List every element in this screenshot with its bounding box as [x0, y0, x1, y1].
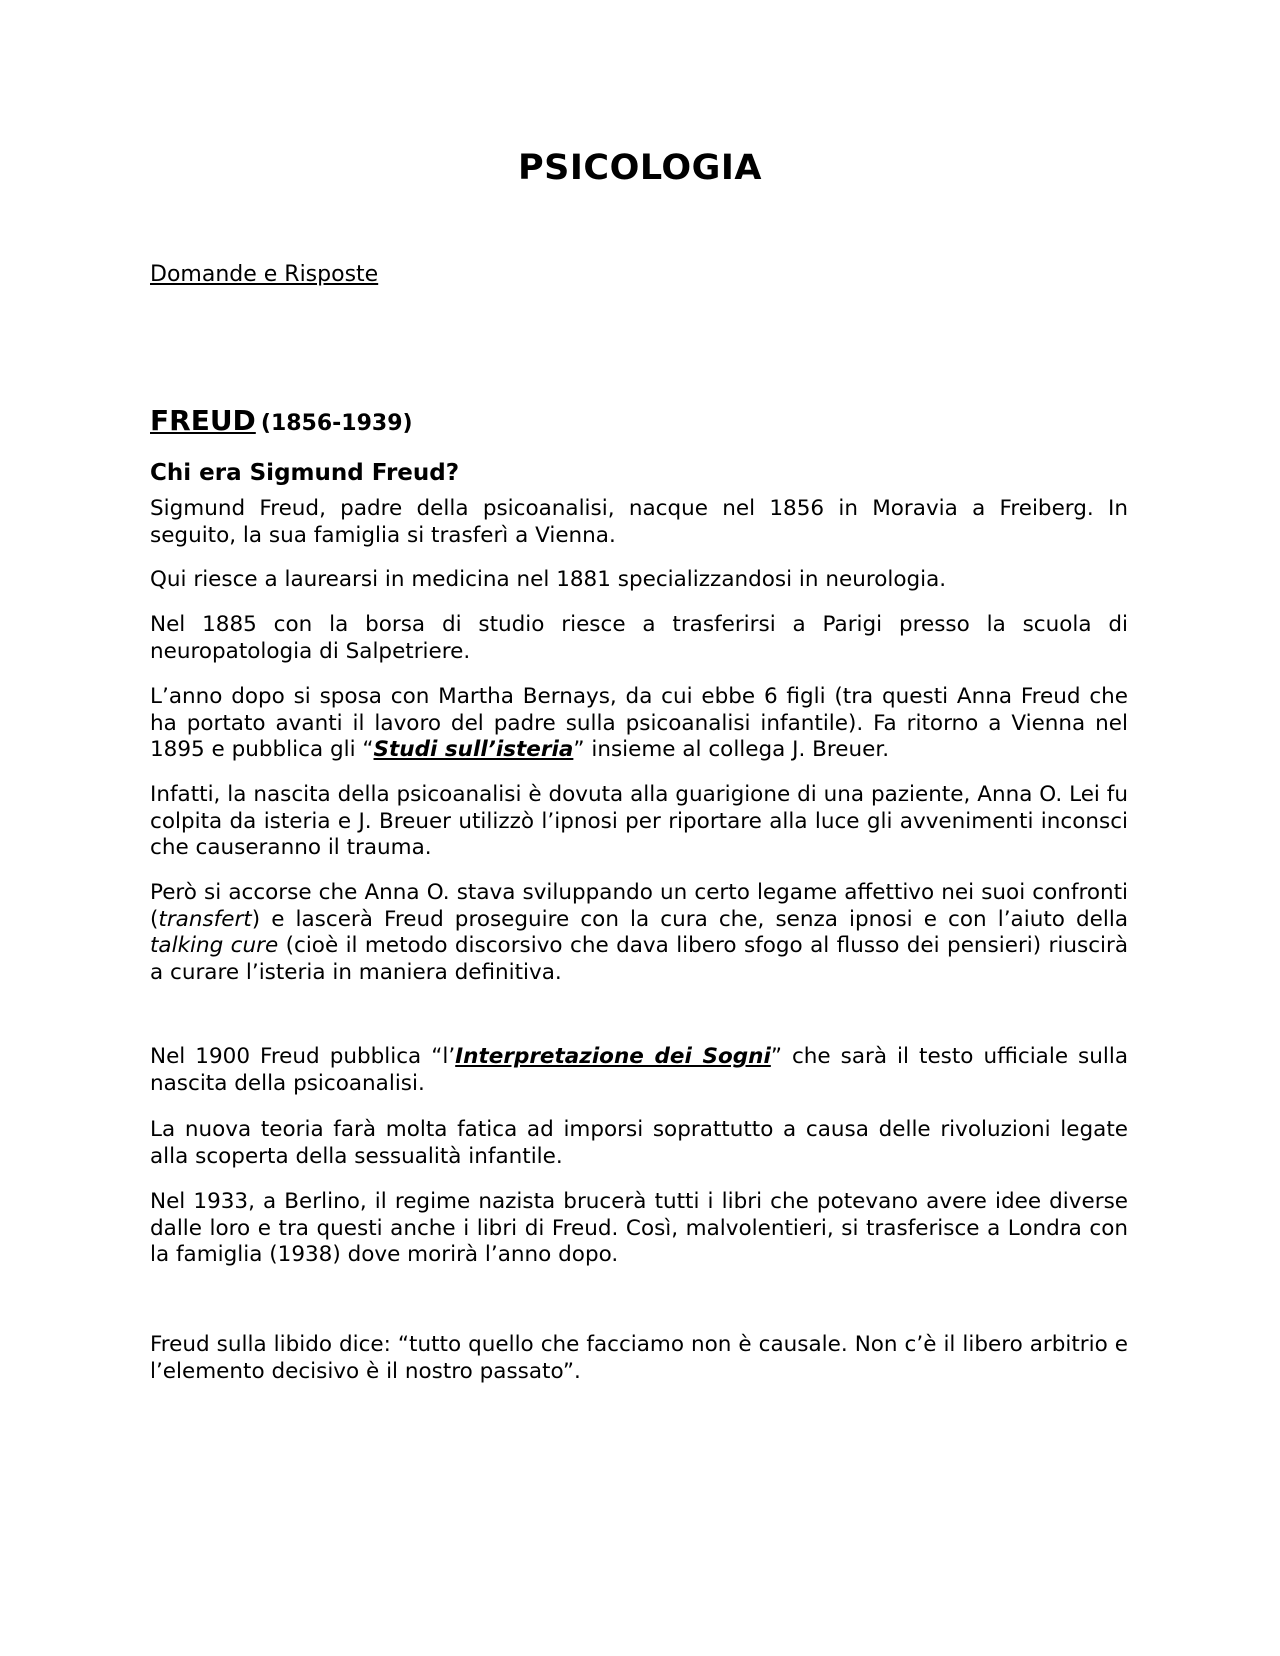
paragraph-dreams-text-b: ” che sarà il testo ufficiale sulla nascita della psicoanalisi. — [150, 1044, 1128, 1096]
term-transfert: transfert — [158, 906, 252, 932]
work-title-interpretazione: Interpretazione dei Sogni — [455, 1044, 771, 1069]
paragraph-transfert-text-b: ) e lascerà Freud proseguire con la cura che, senza ipnosi e con l’aiuto della — [251, 906, 1128, 932]
paragraph-dreams-text-a: Nel 1900 Freud pubblica “l’ — [150, 1044, 456, 1069]
section-dates: (1856-1939) — [260, 411, 413, 436]
paragraph-education: Qui riesce a laurearsi in medicina nel 1881 specializzandosi in neurologia. — [150, 567, 947, 592]
work-title-studi: Studi sull’isteria — [373, 737, 574, 762]
section-name: FREUD — [150, 404, 256, 437]
paragraph-transfert-text-c: (cioè il metodo discorsivo che dava libero sfogo al flusso dei pensieri) riuscirà a curare l’isteria in maniera definitiva. — [150, 933, 1129, 985]
paragraph-anna-o: Infatti, la nascita della psicoanalisi è dovuta alla guarigione di una paziente, Anna O. Lei fu colpita da isteria e J. Breuer utilizzò l’ipnosi per riportare alla luce gli avvenimenti inconsci che causeranno il trauma. — [150, 782, 1128, 860]
paragraph-birth: Sigmund Freud, padre della psicoanalisi, nacque nel 1856 in Moravia a Freiberg. In seguito, la sua famiglia si trasferì a Vienna. — [150, 496, 1128, 548]
paragraph-dreams — [150, 1044, 1128, 1097]
paragraph-transfert — [150, 880, 1128, 986]
document-subtitle: Domande e Risposte — [150, 262, 379, 287]
section-heading — [150, 404, 413, 437]
paragraph-marriage — [150, 684, 1128, 764]
paragraph-transfert-text-a: Però si accorse che Anna O. stava sviluppando un certo legame affettivo nei suoi confronti ( — [150, 880, 1128, 932]
section-question: Chi era Sigmund Freud? — [150, 460, 460, 486]
paragraph-libido: Freud sulla libido dice: “tutto quello che facciamo non è causale. Non c’è il libero arbitrio e l’elemento decisivo è il nostro passato”. — [150, 1332, 1128, 1384]
paragraph-marriage-text-b: ” insieme al collega J. Breuer. — [573, 737, 890, 762]
paragraph-marriage-text-a: L’anno dopo si sposa con Martha Bernays, da cui ebbe 6 figli (tra questi Anna Freud che ha portato avanti il lavoro del padre sulla psicoanalisi infantile). Fa ritorno a Vienna nel 1895 e pubblica gli “ — [150, 684, 1128, 762]
paragraph-paris: Nel 1885 con la borsa di studio riesce a trasferirsi a Parigi presso la scuola di neuropatologia di Salpetriere. — [150, 612, 1128, 664]
paragraph-berlin: Nel 1933, a Berlino, il regime nazista brucerà tutti i libri che potevano avere idee diverse dalle loro e tra questi anche i libri di Freud. Così, malvolentieri, si trasferisce a Londra con la famiglia (1938) dove morirà l’anno dopo. — [150, 1189, 1128, 1267]
term-talking-cure: talking cure — [150, 933, 279, 958]
document-title: PSICOLOGIA — [518, 148, 762, 188]
paragraph-theory: La nuova teoria farà molta fatica ad imporsi soprattutto a causa delle rivoluzioni legate alla scoperta della sessualità infantile. — [150, 1117, 1128, 1169]
